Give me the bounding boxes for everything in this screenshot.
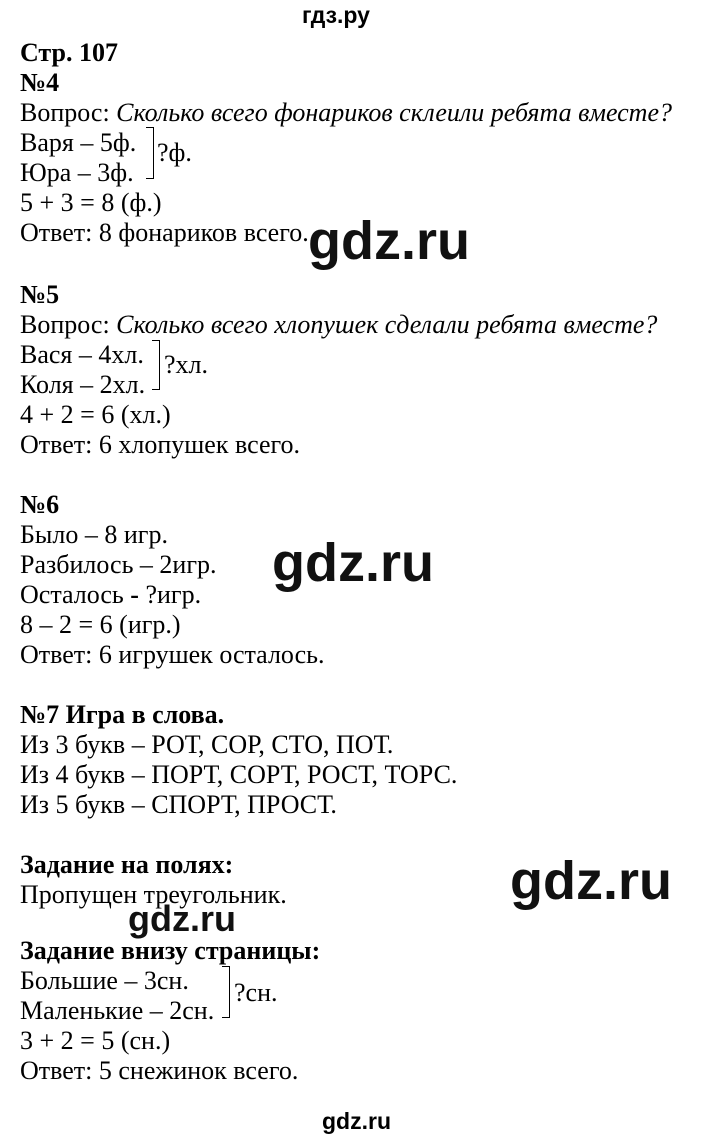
question-text: Сколько всего хлопушек сделали ребята вместе? xyxy=(116,310,658,339)
task4-brace xyxy=(146,127,154,179)
bottom-task-line2: Маленькие – 2сн. xyxy=(20,996,215,1025)
question-label: Вопрос: xyxy=(20,310,117,339)
task7-line1: Из 3 букв – РОТ, СОР, СТО, ПОТ. xyxy=(20,730,394,759)
task6-answer: Ответ: 6 игрушек осталось. xyxy=(20,640,325,669)
bottom-task-title: Задание внизу страницы: xyxy=(20,936,321,965)
site-footer: gdz.ru xyxy=(322,1108,391,1134)
watermark: gdz.ru xyxy=(272,533,434,593)
task5-number: №5 xyxy=(20,280,60,309)
task6-line2: Разбилось – 2игр. xyxy=(20,550,217,579)
task5-equation: 4 + 2 = 6 (хл.) xyxy=(20,400,171,429)
watermark: gdz.ru xyxy=(308,211,470,271)
task4-line2: Юра – 3ф. xyxy=(20,158,134,187)
question-text: Сколько всего фонариков склеили ребята вместе? xyxy=(116,98,672,127)
bottom-task-line1: Большие – 3сн. xyxy=(20,966,189,995)
task5-answer: Ответ: 6 хлопушек всего. xyxy=(20,430,301,459)
task5-brace xyxy=(152,340,160,390)
task5-line2: Коля – 2хл. xyxy=(20,370,146,399)
page-title: Стр. 107 xyxy=(20,38,118,67)
bottom-task-equation: 3 + 2 = 5 (сн.) xyxy=(20,1026,171,1055)
task6-number: №6 xyxy=(20,490,60,519)
line3-part-a: Осталось xyxy=(20,580,131,609)
bottom-task-answer: Ответ: 5 снежинок всего. xyxy=(20,1056,299,1085)
task6-line3 xyxy=(20,580,201,610)
task4-brace-label: ?ф. xyxy=(157,138,192,167)
task4-number: №4 xyxy=(20,68,60,97)
task5-line1: Вася – 4хл. xyxy=(20,340,144,369)
margin-task-text: Пропущен треугольник. xyxy=(20,880,287,909)
task4-question xyxy=(20,98,672,128)
task4-equation: 5 + 3 = 8 (ф.) xyxy=(20,188,162,217)
line3-dash: - xyxy=(130,580,139,609)
task6-line1: Было – 8 игр. xyxy=(20,520,168,549)
task7-line3: Из 5 букв – СПОРТ, ПРОСТ. xyxy=(20,790,337,819)
task4-answer: Ответ: 8 фонариков всего. xyxy=(20,218,309,247)
line3-part-c: ?игр. xyxy=(138,580,202,609)
task5-brace-label: ?хл. xyxy=(164,350,209,379)
question-label: Вопрос: xyxy=(20,98,117,127)
site-header: гдз.ру xyxy=(302,2,370,28)
task4-line1: Варя – 5ф. xyxy=(20,128,137,157)
task5-question xyxy=(20,310,657,340)
task7-title: №7 Игра в слова. xyxy=(20,700,225,729)
margin-task-title: Задание на полях: xyxy=(20,850,234,879)
bottom-task-brace-label: ?сн. xyxy=(234,978,278,1007)
watermark: gdz.ru xyxy=(510,851,672,911)
task6-equation: 8 – 2 = 6 (игр.) xyxy=(20,610,181,639)
watermark: gdz.ru xyxy=(128,898,236,939)
task7-line2: Из 4 букв – ПОРТ, СОРТ, РОСТ, ТОРС. xyxy=(20,760,458,789)
bottom-task-brace xyxy=(222,966,230,1018)
